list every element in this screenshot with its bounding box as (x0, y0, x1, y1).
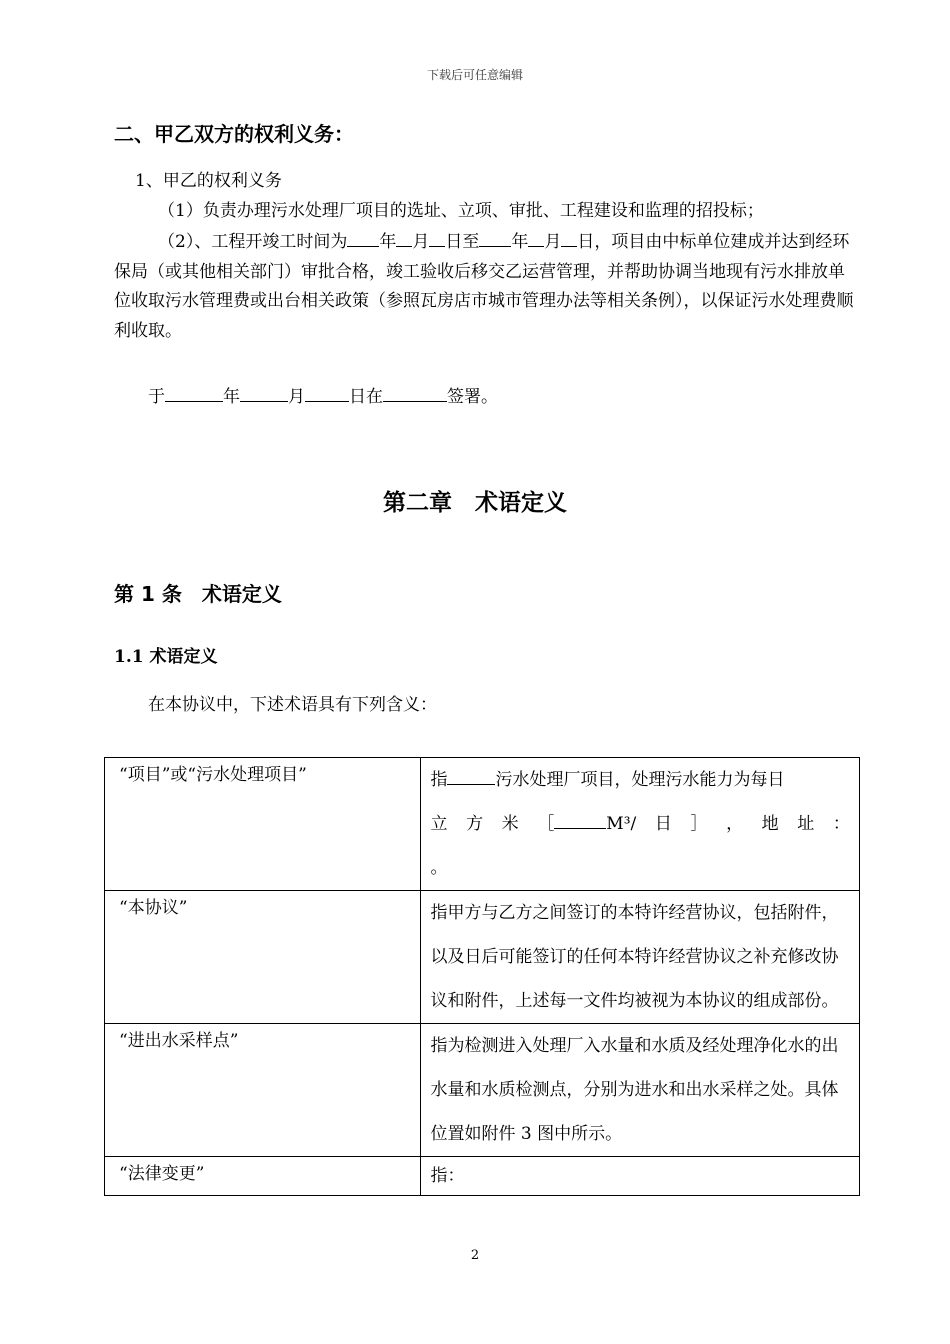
definition-cell (421, 758, 860, 891)
blank (240, 383, 288, 402)
page-number: 2 (470, 1248, 480, 1263)
definition-cell: 指甲方与乙方之间签订的本特许经营协议，包括附件，以及日后可能签订的任何本特许经营协议之补充修改协议和附件，上述每一文件均被视为本协议的组成部份。 (421, 891, 860, 1024)
blank (396, 228, 412, 247)
term-cell: “项目”或“污水处理项目” (105, 758, 421, 891)
item1-title: 1、甲乙的权利义务 (135, 171, 282, 191)
article-title: 第 1 条 术语定义 (114, 582, 282, 606)
blank (479, 228, 511, 247)
table-row (105, 891, 860, 1024)
blank (429, 228, 445, 247)
page-header: 下载后可任意编辑 (426, 68, 523, 82)
definition-line: 。 (430, 858, 448, 878)
blank (165, 383, 223, 402)
table-row (105, 1024, 860, 1157)
definitions-table (104, 757, 860, 1196)
definition-cell: 指为检测进入处理厂入水量和水质及经处理净化水的出水量和水质检测点，分别为进水和出水采样之处。具体位置如附件 3 图中所示。 (421, 1024, 860, 1157)
blank (528, 228, 544, 247)
blank (554, 810, 606, 829)
table-row (105, 1157, 860, 1196)
term-cell: “本协议” (105, 891, 421, 1024)
section-title: 二、甲乙双方的权利义务： (114, 122, 354, 146)
blank (305, 383, 349, 402)
blank (561, 228, 577, 247)
blank (447, 766, 495, 785)
table-row (105, 758, 860, 891)
blank (347, 228, 379, 247)
definition-line: 立 方 米 ［ M³/ 日 ］ ， 地 址 ： (430, 802, 850, 846)
intro-text: 在本协议中，下述术语具有下列含义： (148, 695, 437, 715)
definition-line: 指 污水处理厂项目，处理污水能力为每日 (430, 758, 850, 802)
sign-line: 于 年 月 日在 签署。 (148, 382, 498, 412)
subsection-title: 1.1 术语定义 (114, 647, 218, 667)
chapter-title: 第二章 术语定义 (383, 490, 567, 516)
definition-cell: 指： (421, 1157, 860, 1196)
term-cell: “法律变更” (105, 1157, 421, 1196)
blank (383, 383, 447, 402)
item1-2-paragraph: （2）、工程开竣工时间为 年 月 日至 年 月 日，项目由中标单位建成并达到经环保局（或其他相关部门）审批合格，竣工验收后移交乙运营管理，并帮助协调当地现有污水排放单位收取污水管理费或出台相关政策（参照瓦房店市城市管理办法等相关条例），以保证污水处理费顺利收取。 (114, 228, 854, 346)
term-cell: “进出水采样点” (105, 1024, 421, 1157)
item1-1: （1）负责办理污水处理厂项目的选址、立项、审批、工程建设和监理的招投标； (158, 201, 764, 221)
